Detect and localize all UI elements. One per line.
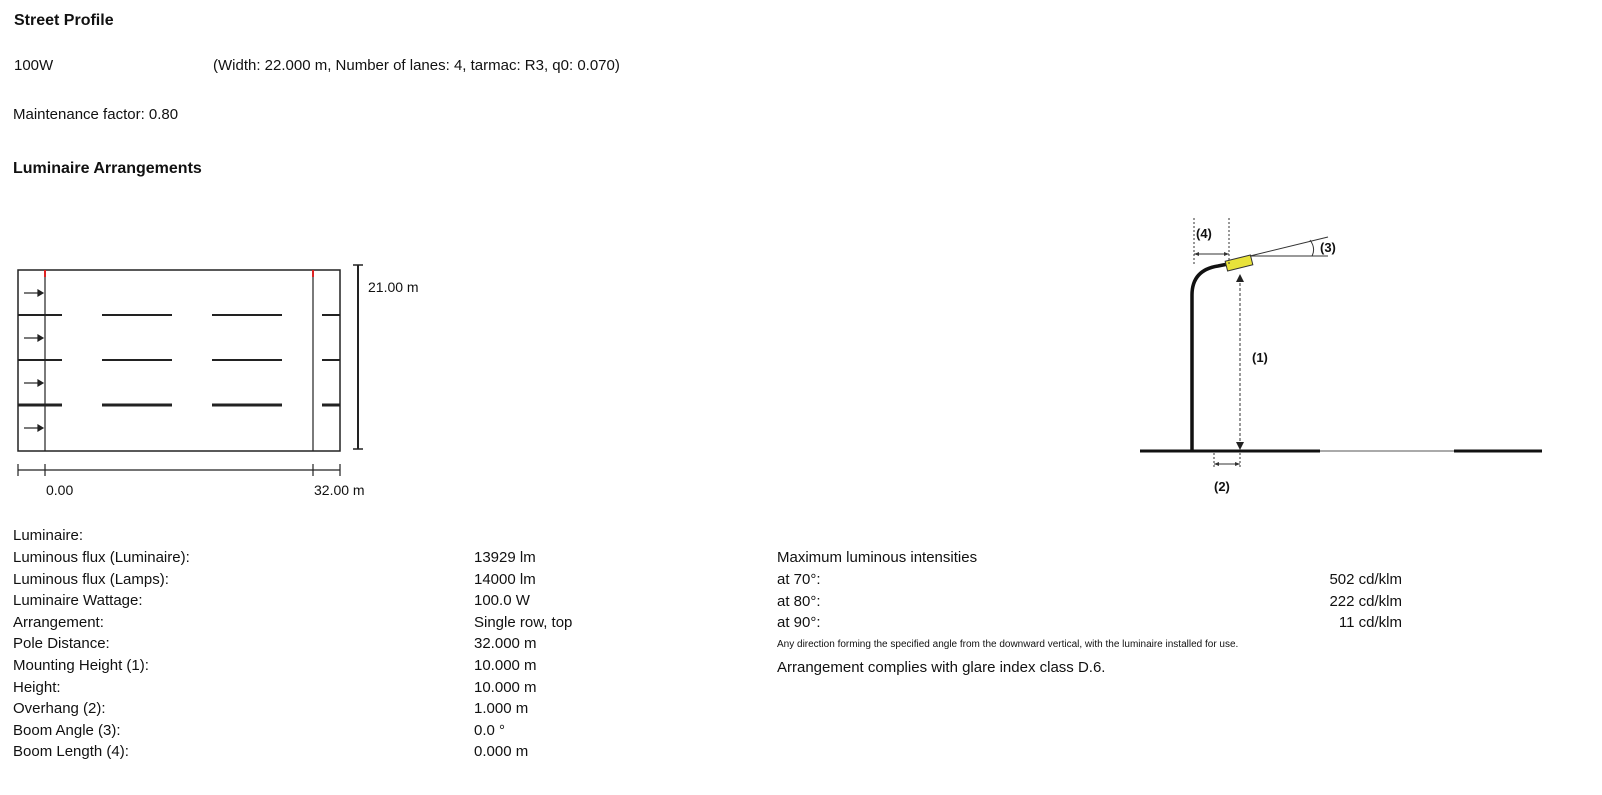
street-plan-diagram <box>0 255 400 505</box>
luminaire-row-label: Boom Angle (3): <box>13 721 121 739</box>
luminaire-heading: Luminaire: <box>13 527 84 544</box>
intensity-row-value: 502 cd/klm <box>1329 571 1402 588</box>
pole-label-2: (2) <box>1214 479 1230 494</box>
boom-angle-line <box>1250 237 1328 256</box>
glare-class-text: Arrangement complies with glare index class D.6. <box>777 659 1106 676</box>
luminaire-row-value: 100.0 W <box>474 592 530 610</box>
luminaire-row-label: Luminous flux (Lamps): <box>13 570 169 588</box>
profile-details: (Width: 22.000 m, Number of lanes: 4, tarmac: R3, q0: 0.070) <box>213 57 620 74</box>
plan-x-end-label: 32.00 m <box>314 482 365 498</box>
luminaire-row-value: 13929 lm <box>474 549 536 566</box>
maintenance-factor: Maintenance factor: 0.80 <box>13 106 179 123</box>
pole-label-1: (1) <box>1252 350 1268 365</box>
profile-name: 100W <box>14 57 54 74</box>
luminaire-row-value: 10.000 m <box>474 657 537 674</box>
luminaire-row-value: 32.000 m <box>474 635 537 653</box>
luminaire-row-value: 0.0 ° <box>474 721 506 739</box>
page-title: Street Profile <box>14 12 114 29</box>
luminaire-row-value: 10.000 m <box>474 678 537 696</box>
luminaire-row-label: Luminous flux (Luminaire): <box>13 549 190 566</box>
lane-markings <box>18 315 340 405</box>
luminaire-row-value: 14000 lm <box>474 570 536 588</box>
luminaire-row-label: Luminaire Wattage: <box>13 592 143 610</box>
pole-shape <box>1192 264 1228 451</box>
intensities-heading: Maximum luminous intensities <box>777 549 978 566</box>
luminaire-row-label: Pole Distance: <box>13 635 110 653</box>
intensity-row-label: at 90°: <box>777 614 821 632</box>
luminaire-row-label: Arrangement: <box>13 613 104 631</box>
luminaire-row-value: 0.000 m <box>474 743 529 761</box>
pole-label-3: (3) <box>1320 240 1336 255</box>
luminaire-row-label: Height: <box>13 678 61 696</box>
plan-x-start-label: 0.00 <box>46 482 74 498</box>
pole-label-4: (4) <box>1196 226 1212 241</box>
arrangements-title: Luminaire Arrangements <box>13 160 202 177</box>
luminaire-row-value: 1.000 m <box>474 700 529 718</box>
luminaire-row-label: Overhang (2): <box>13 700 106 718</box>
intensity-row-label: at 80°: <box>777 592 821 610</box>
intensity-row-value: 11 cd/klm <box>1338 614 1402 632</box>
pole-diagram <box>1130 210 1550 500</box>
luminaire-row-label: Boom Length (4): <box>13 743 129 761</box>
plan-height-label: 21.00 m <box>368 279 419 295</box>
luminaire-row-value: Single row, top <box>474 613 573 631</box>
intensities-note: Any direction forming the specified angle from the downward vertical, with the luminaire installed for use. <box>777 639 1239 650</box>
intensity-row-label: at 70°: <box>777 571 821 588</box>
intensity-row-value: 222 cd/klm <box>1329 592 1402 610</box>
road-outline <box>18 270 340 451</box>
luminaire-row-label: Mounting Height (1): <box>13 657 149 674</box>
